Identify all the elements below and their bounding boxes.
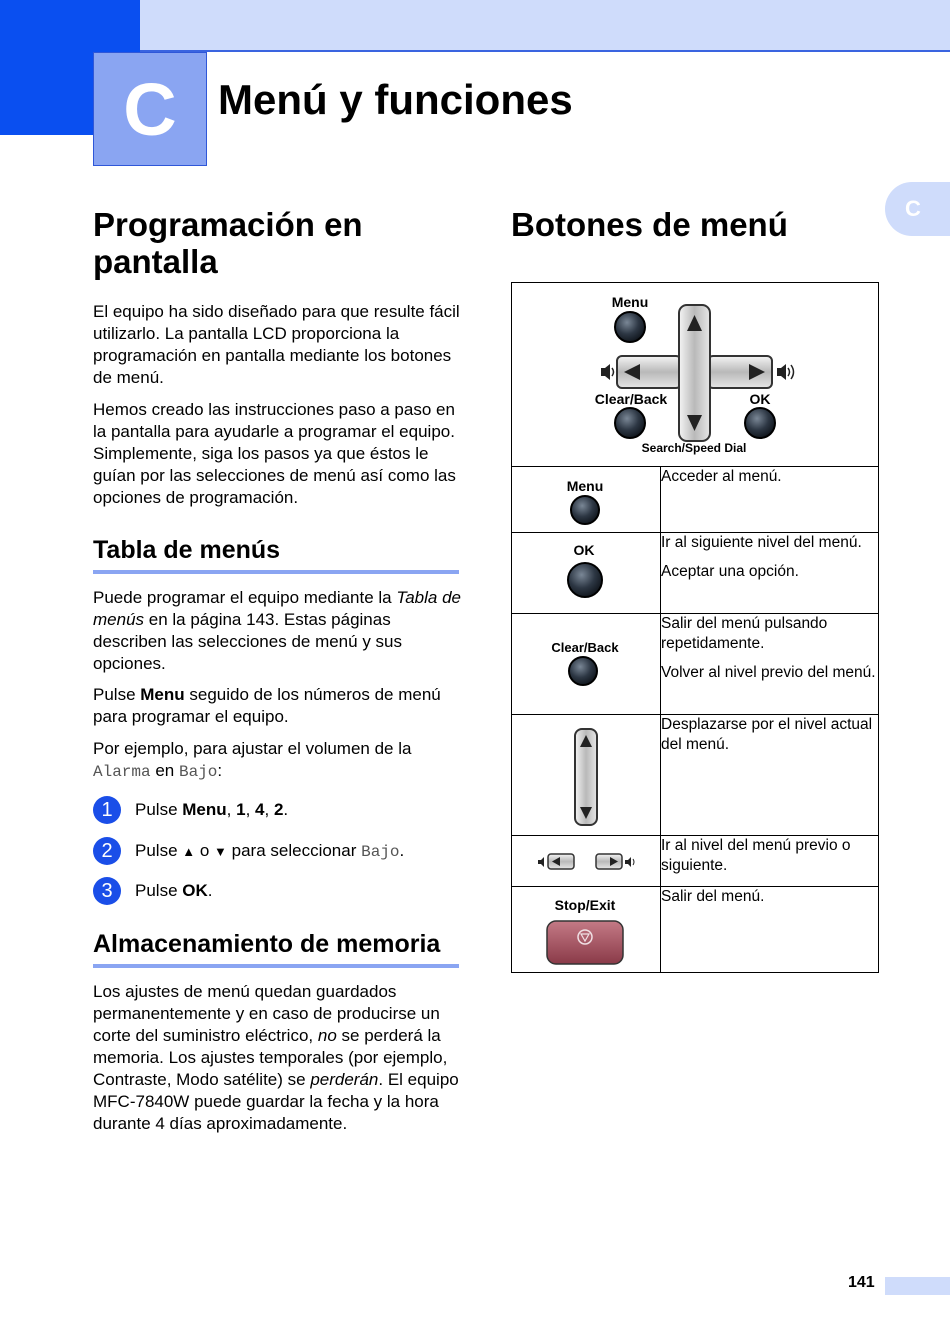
table-row xyxy=(512,614,879,715)
step-3 xyxy=(93,877,212,905)
menu-buttons-table xyxy=(511,282,879,973)
menu-table-reference: Tabla de menús xyxy=(93,588,461,629)
clear-back-button[interactable] xyxy=(615,408,645,438)
description-cell: Salir del menú. xyxy=(661,887,879,973)
footer-bar xyxy=(885,1277,950,1295)
button-cell xyxy=(512,715,661,836)
description-cell: Salir del menú pulsando repetidamente. Volver al nivel previo del menú. xyxy=(661,614,879,715)
heading-rule xyxy=(93,964,459,968)
left-button[interactable] xyxy=(548,854,574,869)
volume-high-icon xyxy=(625,857,634,867)
chapter-side-tab[interactable]: C xyxy=(885,182,950,236)
up-arrow-icon: ▲ xyxy=(182,844,196,859)
description-cell: Ir al siguiente nivel del menú. Aceptar una opción. xyxy=(661,533,879,614)
menu-button[interactable] xyxy=(615,312,645,342)
table-row xyxy=(512,715,879,836)
panel-label-ok: OK xyxy=(749,391,771,407)
description-cell: Ir al nivel del menú previo o siguiente. xyxy=(661,836,879,887)
header-band xyxy=(140,0,950,52)
step-text: Pulse OK. xyxy=(135,881,213,900)
table-row xyxy=(512,467,879,533)
step-text: Pulse ▲ o ▼ para seleccionar Bajo. xyxy=(135,841,405,861)
button-label-ok: OK xyxy=(573,542,595,558)
panel-label-menu: Menu xyxy=(611,294,649,310)
table-row xyxy=(512,533,879,614)
step-number-badge: 1 xyxy=(93,796,121,824)
button-cell xyxy=(512,887,661,973)
intro-paragraph-2: Hemos creado las instrucciones paso a paso en la pantalla para ayudarle a programar el equipo. Simplemente, siga los pasos ya que éstos le guían por las selecciones de menú así como las opciones de programación. xyxy=(93,400,456,507)
table-row xyxy=(512,887,879,973)
panel-label-clear-back: Clear/Back xyxy=(594,391,668,407)
button-cell xyxy=(512,533,661,614)
volume-low-icon xyxy=(601,364,614,380)
button-cell xyxy=(512,836,661,887)
memoria-paragraph: Los ajustes de menú quedan guardados permanentemente y en caso de producirse un corte del suministro eléctrico, no se perderá la memoria. Los ajustes temporales (por ejemplo, Contraste, Modo satélite) se perderán. El equipo MFC-7840W puede guardar la fecha y la hora durante 4 días aproximadamente. xyxy=(93,982,459,1133)
ok-button[interactable] xyxy=(568,563,602,597)
clear-back-button[interactable] xyxy=(569,657,597,685)
button-cell xyxy=(512,614,661,715)
control-panel-illustration xyxy=(512,283,877,461)
page-number: 141 xyxy=(848,1274,875,1291)
volume-high-icon xyxy=(777,364,794,380)
menu-button[interactable] xyxy=(571,496,599,524)
step-2 xyxy=(93,837,404,865)
description-cell: Acceder al menú. xyxy=(661,467,879,533)
tabla-paragraph-3: Por ejemplo, para ajustar el volumen de la Alarma en Bajo: xyxy=(93,739,412,781)
subheading-almacenamiento: Almacenamiento de memoria xyxy=(93,930,441,958)
chapter-letter-box: C xyxy=(93,52,207,166)
description-cell: Desplazarse por el nivel actual del menú. xyxy=(661,715,879,836)
right-button[interactable] xyxy=(596,854,622,869)
heading-rule xyxy=(93,570,459,574)
table-row xyxy=(512,836,879,887)
step-number-badge: 3 xyxy=(93,877,121,905)
button-label-menu: Menu xyxy=(566,478,604,494)
chapter-title: Menú y funciones xyxy=(218,76,573,123)
control-panel-cell xyxy=(512,283,879,467)
ok-button[interactable] xyxy=(745,408,775,438)
step-text: Pulse Menu, 1, 4, 2. xyxy=(135,800,289,819)
intro-paragraph-1: El equipo ha sido diseñado para que resulte fácil utilizarlo. La pantalla LCD proporciona la programación en pantalla mediante los botones de menú. xyxy=(93,302,460,387)
subheading-tabla-menus: Tabla de menús xyxy=(93,536,281,564)
down-arrow-icon: ▼ xyxy=(214,844,227,859)
stop-exit-button[interactable] xyxy=(547,921,623,964)
button-label-stop-exit: Stop/Exit xyxy=(554,897,616,913)
tabla-paragraph-1: Puede programar el equipo mediante la Tabla de menús en la página 143. Estas páginas describen las selecciones de menú y sus opciones. xyxy=(93,588,461,673)
volume-low-icon xyxy=(538,857,544,867)
button-cell xyxy=(512,467,661,533)
panel-label-search: Search/Speed Dial xyxy=(641,441,747,455)
section-heading-botones: Botones de menú xyxy=(511,206,788,243)
tabla-paragraph-2: Pulse Menu seguido de los números de menú para programar el equipo. xyxy=(93,685,441,726)
button-label-clear-back: Clear/Back xyxy=(551,640,619,655)
section-heading-programacion: Programación en pantalla xyxy=(93,206,363,280)
step-1 xyxy=(93,796,288,824)
table-row xyxy=(512,283,879,467)
step-number-badge: 2 xyxy=(93,837,121,865)
